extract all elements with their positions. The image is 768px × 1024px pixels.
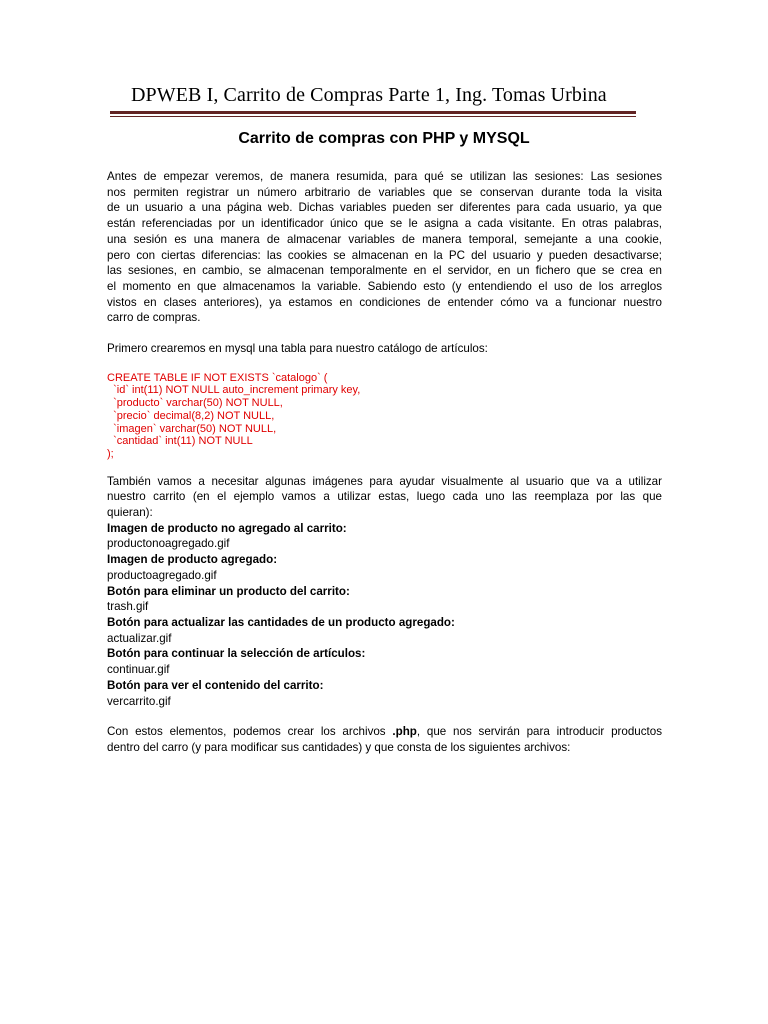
image-item-label: Botón para eliminar un producto del carrito: — [107, 584, 350, 598]
sql-line: `cantidad` int(11) NOT NULL — [107, 435, 253, 448]
intro-line: están referenciadas por un identificador único que se le asigna a cada visitante. En otras palabras, — [107, 217, 662, 231]
intro-line: pero con ciertas diferencias: las cookies se almacenan en la PC del usuario y pueden desactivarse; — [107, 248, 662, 262]
php-extension: .php — [392, 725, 417, 739]
mysql-intro: Primero crearemos en mysql una tabla para nuestro catálogo de artículos: — [107, 342, 488, 356]
intro-line: las sesiones, en cambio, se almacenan temporalmente en el servidor, en un fichero que se crea en — [107, 264, 662, 278]
intro-paragraph — [107, 169, 662, 326]
closing-line — [107, 724, 662, 740]
header-rule-thin — [110, 116, 636, 117]
intro-line: una sesión es una manera de almacenar variables de manera temporal, semejante a una cookie, — [107, 232, 662, 246]
intro-line: vistos en clases anteriores), ya estamos en condiciones de entender cómo va a funcionar nuestro — [107, 295, 662, 309]
sql-line: `producto` varchar(50) NOT NULL, — [107, 397, 283, 410]
image-item-file: productoagregado.gif — [107, 568, 217, 582]
intro-line: de un usuario a una página web. Dichas variables pueden ser diferentes para cada usuario, ya que — [107, 201, 662, 215]
image-item-label: Botón para continuar la selección de artículos: — [107, 647, 366, 661]
closing-text: Con estos elementos, podemos crear los archivos — [107, 725, 393, 739]
intro-line: nos permiten registrar un número arbitrario de variables que se conservan durante toda la visita — [107, 185, 662, 199]
image-item-label: Botón para actualizar las cantidades de un producto agregado: — [107, 615, 455, 629]
images-intro-line: También vamos a necesitar algunas imágenes para ayudar visualmente al usuario que va a utilizar — [107, 474, 662, 488]
image-item-file: continuar.gif — [107, 663, 170, 677]
image-item-file: vercarrito.gif — [107, 694, 171, 708]
sql-line: ); — [107, 447, 114, 460]
intro-line: el momento en que almacenamos la variable. Sabiendo esto (y entendiendo el uso de los arreglos — [107, 279, 662, 293]
sql-line: `imagen` varchar(50) NOT NULL, — [107, 422, 277, 435]
closing-paragraph — [107, 724, 662, 755]
image-item-label: Imagen de producto agregado: — [107, 553, 278, 567]
closing-line: dentro del carro (y para modificar sus cantidades) y que consta de los siguientes archivos: — [107, 740, 571, 754]
sql-line: `id` int(11) NOT NULL auto_increment primary key, — [107, 384, 361, 397]
image-item-label: Imagen de producto no agregado al carrito: — [107, 521, 347, 535]
image-item-label: Botón para ver el contenido del carrito: — [107, 678, 324, 692]
image-item-file: productonoagregado.gif — [107, 537, 230, 551]
images-intro-line: nuestro carrito (en el ejemplo vamos a utilizar estas, luego cada uno las reemplaza por las que — [107, 490, 662, 504]
sql-code-block — [107, 372, 662, 461]
header-title: DPWEB I, Carrito de Compras Parte 1, Ing. Tomas Urbina — [131, 84, 607, 106]
image-item-file: actualizar.gif — [107, 631, 172, 645]
closing-text: , que nos servirán para introducir productos — [416, 725, 663, 739]
intro-line: Antes de empezar veremos, de manera resumida, para qué se utilizan las sesiones: Las sesiones — [107, 170, 662, 183]
header-rule-thick — [110, 111, 636, 114]
images-intro-paragraph — [107, 474, 662, 521]
document-body — [107, 169, 662, 756]
sql-line: `precio` decimal(8,2) NOT NULL, — [107, 409, 275, 422]
document-title: Carrito de compras con PHP y MYSQL — [238, 130, 530, 147]
sql-line: CREATE TABLE IF NOT EXISTS `catalogo` ( — [107, 371, 328, 384]
image-list — [107, 521, 662, 709]
intro-line: carro de compras. — [107, 311, 201, 325]
images-intro-line: quieran): — [107, 506, 153, 520]
image-item-file: trash.gif — [107, 600, 149, 614]
